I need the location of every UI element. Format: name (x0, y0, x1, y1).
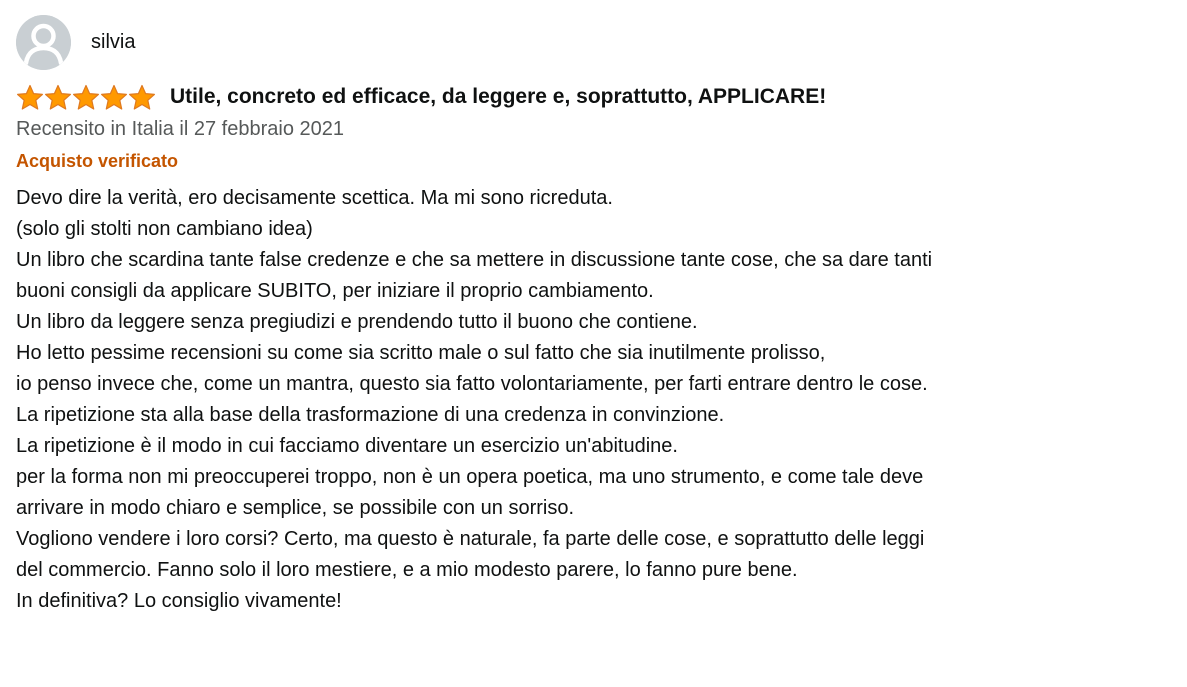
review-body-line: (solo gli stolti non cambiano idea) (16, 218, 313, 240)
review-body-line: Un libro che scardina tante false credenze e che sa mettere in discussione tante cose, che sa dare tanti (16, 249, 933, 271)
star-icon (16, 84, 44, 111)
review-body-line: Un libro da leggere senza pregiudizi e prendendo tutto il buono che contiene. (16, 311, 698, 333)
review-body-line: Vogliono vendere i loro corsi? Certo, ma questo è naturale, fa parte delle cose, e soprattutto delle leggi (16, 528, 925, 550)
review-body-line: arrivare in modo chiaro e semplice, se possibile con un sorriso. (16, 497, 575, 519)
default-user-avatar-icon[interactable] (16, 15, 71, 70)
review-body-line: In definitiva? Lo consiglio vivamente! (16, 590, 342, 612)
star-rating[interactable] (16, 84, 156, 111)
star-icon (44, 84, 72, 111)
reviewer-name[interactable]: silvia (91, 30, 136, 53)
verified-purchase-badge[interactable]: Acquisto verificato (16, 151, 179, 171)
review-body-line: io penso invece che, come un mantra, questo sia fatto volontariamente, per farti entrare dentro le cose. (16, 373, 928, 395)
review-title[interactable]: Utile, concreto ed efficace, da leggere e, soprattutto, APPLICARE! (170, 85, 827, 108)
review-body-line: per la forma non mi preoccuperei troppo, non è un opera poetica, ma uno strumento, e come tale deve (16, 466, 924, 488)
reviewer-profile[interactable] (16, 14, 1176, 70)
review-body-line: La ripetizione sta alla base della trasformazione di una credenza in convinzione. (16, 404, 725, 426)
review-card (16, 14, 1176, 617)
star-icon (72, 84, 100, 111)
review-body-line: buoni consigli da applicare SUBITO, per iniziare il proprio cambiamento. (16, 280, 654, 302)
review-date: Recensito in Italia il 27 febbraio 2021 (16, 118, 344, 140)
star-icon (128, 84, 156, 111)
review-body-line: La ripetizione è il modo in cui facciamo diventare un esercizio un'abitudine. (16, 435, 678, 457)
review-body-line: Ho letto pessime recensioni su come sia scritto male o sul fatto che sia inutilmente prolisso, (16, 342, 826, 364)
review-body-line: del commercio. Fanno solo il loro mestiere, e a mio modesto parere, lo fanno pure bene. (16, 559, 798, 581)
star-icon (100, 84, 128, 111)
review-body-line: Devo dire la verità, ero decisamente scettica. Ma mi sono ricreduta. (16, 187, 613, 209)
review-title-row (16, 82, 1176, 112)
review-body (16, 183, 1176, 617)
